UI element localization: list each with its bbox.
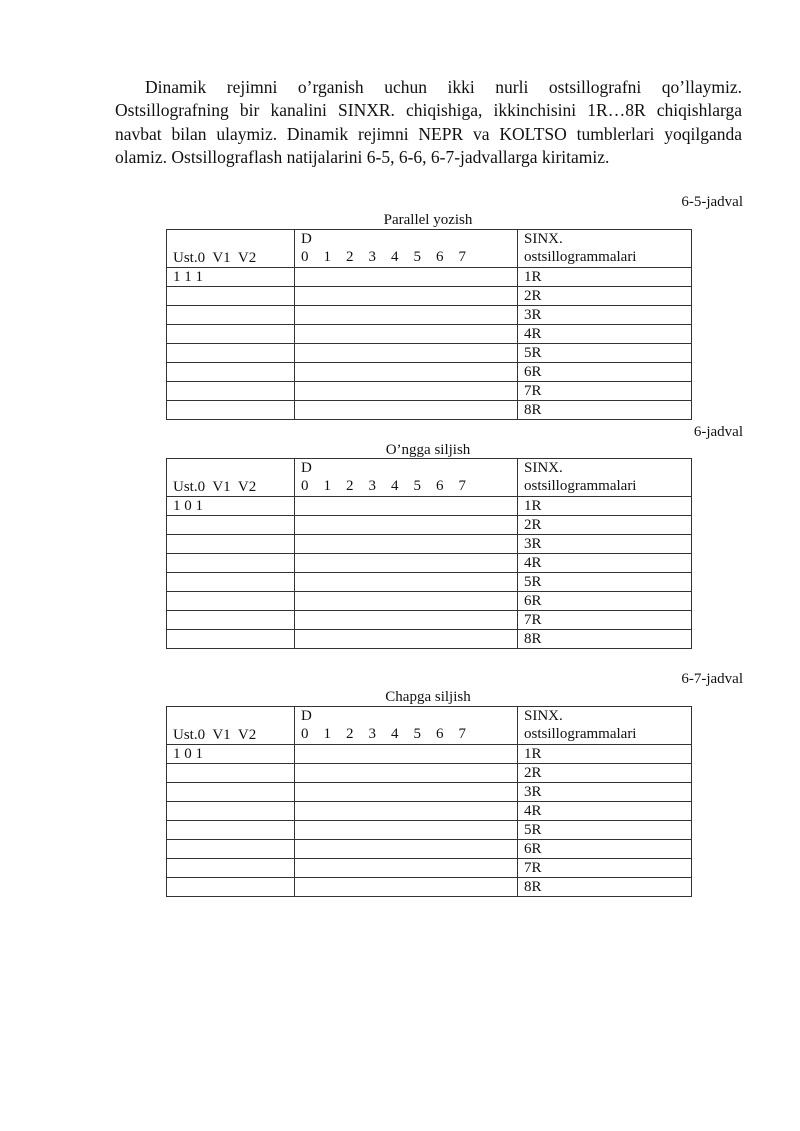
sinx-cell: 2R bbox=[518, 764, 692, 783]
table-label: 6-7-jadval bbox=[681, 671, 743, 687]
sinx-cell: 5R bbox=[518, 573, 692, 592]
sinx-cell: 3R bbox=[518, 783, 692, 802]
table-row bbox=[167, 363, 692, 382]
sinx-cell: 8R bbox=[518, 630, 692, 649]
sinx-cell: 8R bbox=[518, 401, 692, 420]
sinx-cell: 2R bbox=[518, 287, 692, 306]
sinx-cell: 7R bbox=[518, 611, 692, 630]
sinx-cell: 4R bbox=[518, 325, 692, 344]
table-row bbox=[167, 401, 692, 420]
ust-values-cell: 1 0 1 bbox=[167, 745, 295, 764]
table-row bbox=[167, 306, 692, 325]
header-ust-cell: Ust.0 V1 V2 bbox=[167, 230, 295, 268]
sinx-cell: 6R bbox=[518, 363, 692, 382]
sinx-cell: 1R bbox=[518, 268, 692, 287]
table-row bbox=[167, 821, 692, 840]
table-title: Parallel yozish bbox=[383, 212, 473, 228]
table-row bbox=[167, 497, 692, 516]
sinx-cell: 4R bbox=[518, 554, 692, 573]
sinx-cell: 1R bbox=[518, 745, 692, 764]
sinx-cell: 6R bbox=[518, 592, 692, 611]
header-d-cell: D 0 1 2 3 4 5 6 7 bbox=[295, 459, 518, 497]
header-ust-cell: Ust.0 V1 V2 bbox=[167, 707, 295, 745]
sinx-cell: 3R bbox=[518, 306, 692, 325]
table-row bbox=[167, 783, 692, 802]
results-table bbox=[166, 458, 692, 649]
d-cell bbox=[295, 268, 518, 287]
table-row bbox=[167, 554, 692, 573]
header-sinx-cell: SINX. ostsillogrammalari bbox=[518, 707, 692, 745]
ust-values-cell: 1 1 1 bbox=[167, 268, 295, 287]
table-title: O’ngga siljish bbox=[385, 442, 471, 458]
results-table bbox=[166, 229, 692, 420]
table-label: 6-5-jadval bbox=[681, 194, 743, 210]
table-row bbox=[167, 592, 692, 611]
table-title: Chapga siljish bbox=[385, 689, 471, 705]
sinx-cell: 5R bbox=[518, 821, 692, 840]
sinx-cell: 3R bbox=[518, 535, 692, 554]
sinx-cell: 1R bbox=[518, 497, 692, 516]
header-ust-cell: Ust.0 V1 V2 bbox=[167, 459, 295, 497]
table-row bbox=[167, 764, 692, 783]
d-cell bbox=[295, 497, 518, 516]
table-header-row bbox=[167, 230, 692, 268]
table-row bbox=[167, 745, 692, 764]
table-row bbox=[167, 630, 692, 649]
table-row bbox=[167, 802, 692, 821]
table-row bbox=[167, 859, 692, 878]
table-row bbox=[167, 611, 692, 630]
sinx-cell: 7R bbox=[518, 382, 692, 401]
table-row bbox=[167, 516, 692, 535]
sinx-cell: 4R bbox=[518, 802, 692, 821]
sinx-cell: 5R bbox=[518, 344, 692, 363]
intro-paragraph: Dinamik rejimni o’rganish uchun ikki nurli ostsillografni qo’llaymiz. Ostsillografning bir kanalini SINXR. chiqishiga, ikkinchisini 1R…8R chiqishlarga navbat bilan ulaymiz. Dinamik rejimni NEPR va KOLTSO tumblerlari yoqilganda olamiz. Ostsillograflash natijalarini 6-5, 6-6, 6-7-jadvallarga kiritamiz. bbox=[115, 77, 742, 167]
table-row bbox=[167, 840, 692, 859]
table-row bbox=[167, 287, 692, 306]
header-sinx-cell: SINX. ostsillogrammalari bbox=[518, 230, 692, 268]
sinx-cell: 2R bbox=[518, 516, 692, 535]
header-d-cell: D 0 1 2 3 4 5 6 7 bbox=[295, 230, 518, 268]
table-header-row bbox=[167, 459, 692, 497]
table-row bbox=[167, 325, 692, 344]
table-row bbox=[167, 573, 692, 592]
table-row bbox=[167, 382, 692, 401]
header-sinx-cell: SINX. ostsillogrammalari bbox=[518, 459, 692, 497]
table-header-row bbox=[167, 707, 692, 745]
table-row bbox=[167, 344, 692, 363]
ust-values-cell: 1 0 1 bbox=[167, 497, 295, 516]
table-row bbox=[167, 878, 692, 897]
d-cell bbox=[295, 745, 518, 764]
table-row bbox=[167, 535, 692, 554]
table-row bbox=[167, 268, 692, 287]
sinx-cell: 6R bbox=[518, 840, 692, 859]
sinx-cell: 7R bbox=[518, 859, 692, 878]
table-label: 6-jadval bbox=[693, 424, 743, 440]
sinx-cell: 8R bbox=[518, 878, 692, 897]
results-table bbox=[166, 706, 692, 897]
header-d-cell: D 0 1 2 3 4 5 6 7 bbox=[295, 707, 518, 745]
